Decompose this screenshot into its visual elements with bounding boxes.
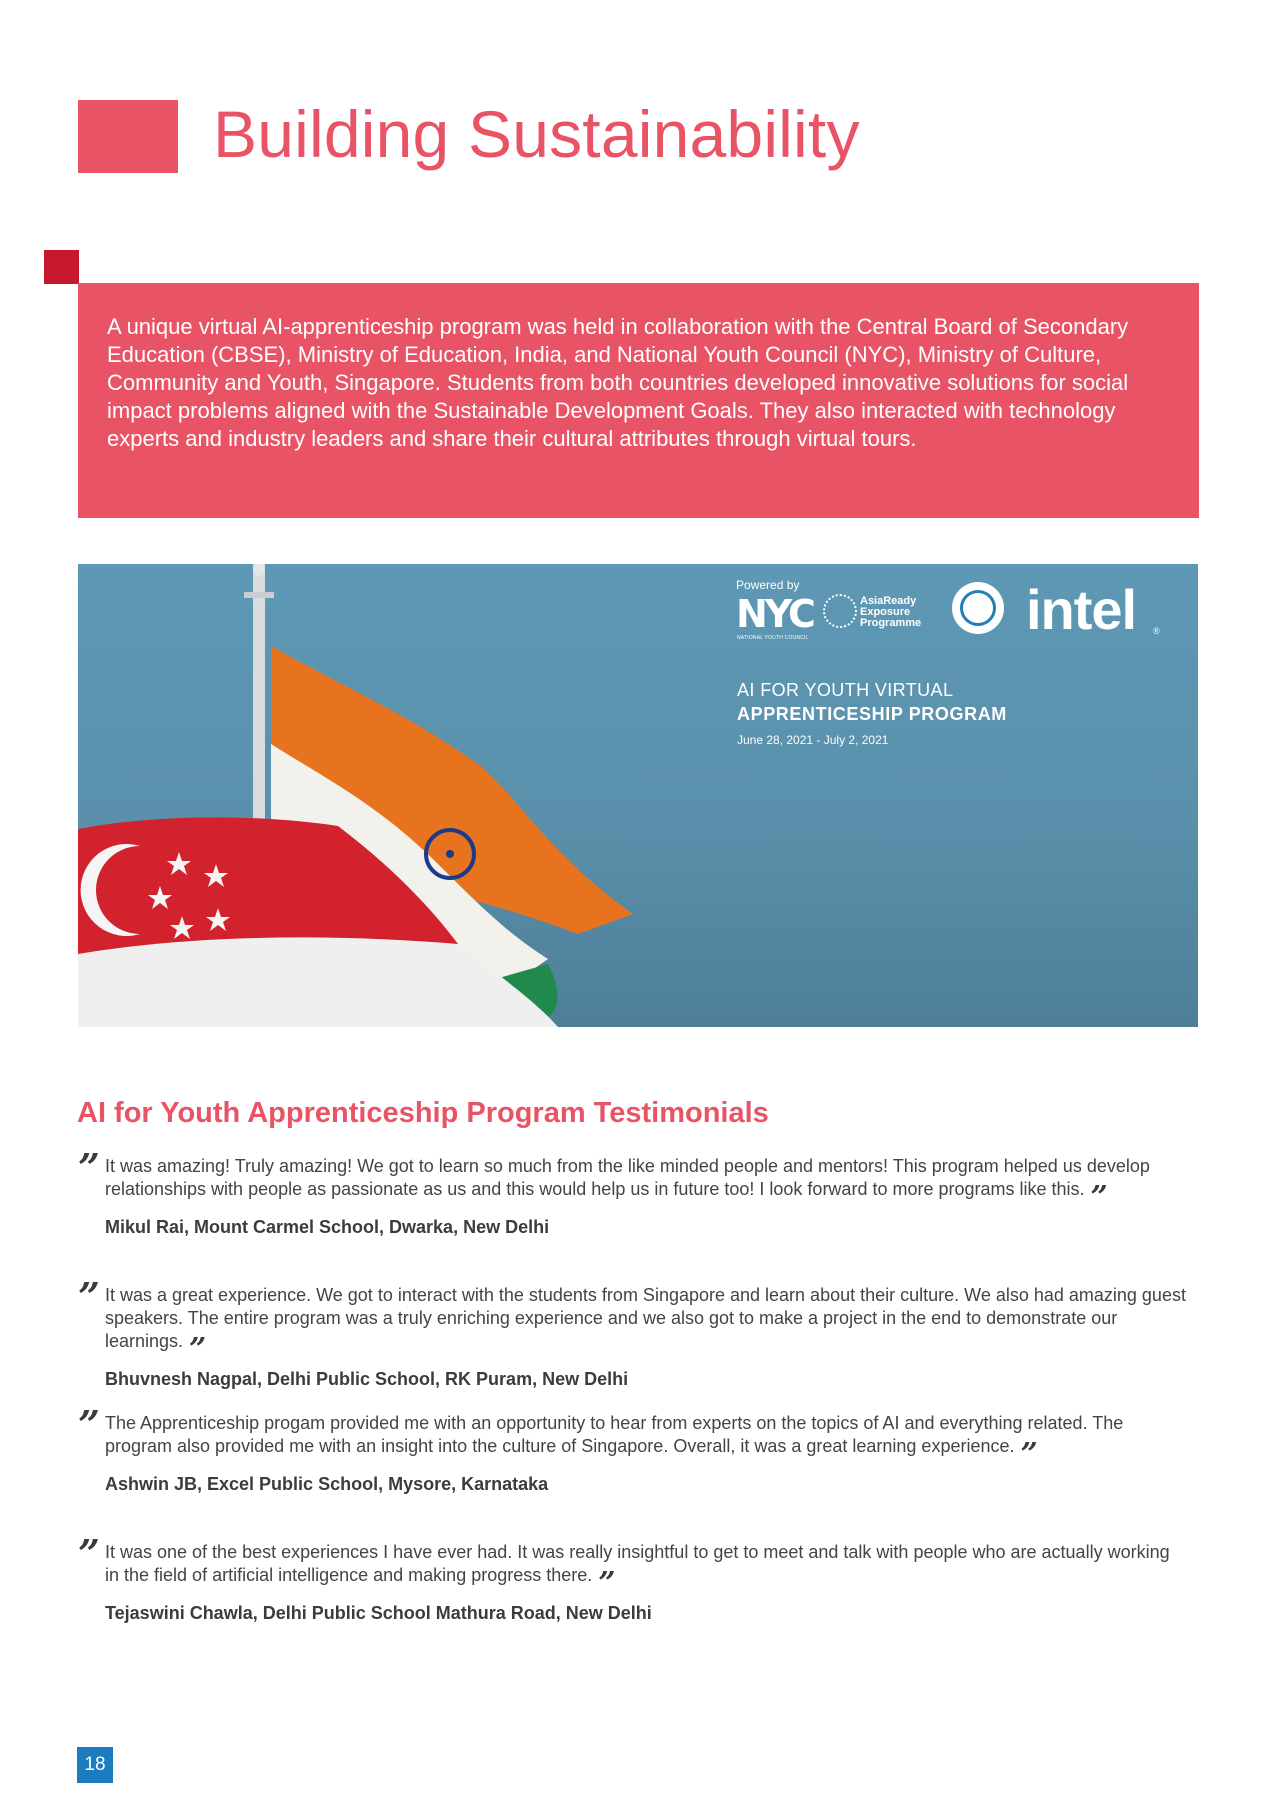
program-title-line2: APPRENTICESHIP PROGRAM	[737, 704, 1007, 724]
asiaready-logo-text: AsiaReady Exposure Programme	[860, 595, 922, 629]
testimonial-author: Bhuvnesh Nagpal, Delhi Public School, RK Puram, New Delhi	[105, 1369, 629, 1389]
testimonial-quote: It was one of the best experiences I have ever had. It was really insightful to get to meet and talk with people who are actually working in the field of artificial intelligence and making progress there.	[105, 1542, 1170, 1585]
close-quote-icon: ”	[1020, 1437, 1038, 1472]
page-title: Building Sustainability	[213, 97, 860, 171]
program-dates: June 28, 2021 - July 2, 2021	[737, 733, 889, 747]
close-quote-icon: ”	[598, 1566, 616, 1601]
open-quote-icon: ”	[78, 1145, 100, 1190]
pole-finial	[253, 564, 265, 576]
testimonial-item	[78, 1274, 1188, 1390]
open-quote-icon: ”	[78, 1274, 100, 1319]
nyc-logo-subtext: NATIONAL YOUTH COUNCIL	[737, 635, 809, 641]
intel-logo: intel	[1026, 578, 1137, 641]
testimonial-item	[78, 1531, 1188, 1624]
pole-collar	[244, 592, 274, 598]
asiaready-logo-icon	[823, 594, 857, 628]
open-quote-icon: ”	[78, 1402, 100, 1447]
title-accent-square	[78, 100, 178, 173]
testimonial-item	[78, 1402, 1188, 1495]
powered-by-label: Powered by	[736, 578, 800, 592]
close-quote-icon: ”	[189, 1332, 207, 1367]
intro-text: A unique virtual AI-apprenticeship program was held in collaboration with the Central Board of Secondary Education (CBSE), Ministry of Education, India, and National Youth Council (NYC), Ministry of Culture, Community and Youth, Singapore. Students from both countries developed innovative solutions for social impact problems aligned with the Sustainable Development Goals. They also interacted with technology experts and industry leaders and share their cultural attributes through virtual tours.	[107, 314, 1129, 451]
program-banner-image	[78, 564, 1198, 1027]
testimonial-item	[78, 1145, 1188, 1238]
open-quote-icon: ”	[78, 1531, 100, 1576]
nyc-logo: NYC	[736, 592, 813, 636]
testimonial-quote: The Apprenticeship progam provided me with an opportunity to hear from experts on the topics of AI and everything related. The program also provided me with an insight into the culture of Singapore. Overall, it was a great learning experience.	[105, 1413, 1124, 1456]
testimonial-quote: It was a great experience. We got to interact with the students from Singapore and learn about their culture. We also had amazing guest speakers. The entire program was a truly enriching experience and we also got to make a project in the end to demonstrate our learnings.	[105, 1285, 1186, 1351]
testimonial-quote: It was amazing! Truly amazing! We got to learn so much from the like minded people and mentors! This program helped us develop relationships with people as passionate as us and this would help us in future too! I look forward to more programs like this.	[105, 1156, 1150, 1199]
intro-accent-square	[44, 250, 79, 284]
testimonial-author: Ashwin JB, Excel Public School, Mysore, Karnataka	[105, 1474, 549, 1494]
testimonial-author: Tejaswini Chawla, Delhi Public School Mathura Road, New Delhi	[105, 1603, 652, 1623]
program-title-line1: AI FOR YOUTH VIRTUAL	[737, 680, 954, 700]
testimonials-heading: AI for Youth Apprenticeship Program Testimonials	[77, 1097, 769, 1129]
intro-box	[78, 283, 1199, 518]
page-number: 18	[77, 1747, 113, 1783]
intel-registered-mark: ®	[1153, 626, 1160, 636]
testimonial-author: Mikul Rai, Mount Carmel School, Dwarka, New Delhi	[105, 1217, 550, 1237]
cbse-logo-icon	[952, 582, 1004, 634]
close-quote-icon: ”	[1090, 1180, 1108, 1215]
